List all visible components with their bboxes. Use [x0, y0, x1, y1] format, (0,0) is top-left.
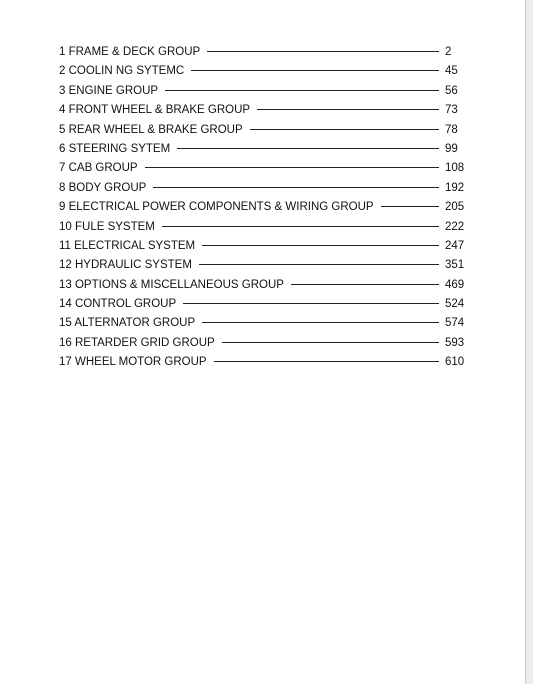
toc-entry-page: 2 [445, 46, 452, 58]
toc-entry[interactable] [59, 162, 469, 181]
toc-leader-line [199, 264, 439, 265]
toc-entry[interactable] [59, 46, 469, 65]
toc-entry[interactable] [59, 221, 469, 240]
toc-entry-page: 108 [445, 162, 465, 175]
toc-leader-line [291, 284, 439, 285]
toc-entry-page: 469 [445, 278, 465, 291]
toc-entry-title: 17 WHEEL MOTOR GROUP [59, 356, 207, 369]
toc-leader-line [214, 361, 439, 362]
toc-leader-line [177, 148, 439, 149]
toc-leader-line [207, 51, 439, 52]
toc-entry-title: 13 OPTIONS & MISCELLANEOUS GROUP [59, 278, 284, 291]
table-of-contents [59, 46, 469, 376]
toc-entry[interactable] [59, 317, 469, 336]
toc-entry[interactable] [59, 240, 469, 259]
toc-leader-line [202, 245, 439, 246]
toc-entry-page: 593 [445, 336, 465, 349]
toc-entry-title: 7 CAB GROUP [59, 162, 138, 175]
toc-entry-title: 5 REAR WHEEL & BRAKE GROUP [59, 123, 243, 136]
toc-entry[interactable] [59, 143, 469, 162]
toc-entry-page: 610 [445, 356, 465, 369]
toc-entry-title: 12 HYDRAULIC SYSTEM [59, 259, 192, 272]
toc-leader-line [162, 226, 439, 227]
toc-leader-line [222, 342, 439, 343]
toc-leader-line [165, 90, 439, 91]
toc-entry-page: 574 [445, 317, 465, 330]
toc-entry-title: 6 STEERING SYTEM [59, 142, 171, 155]
toc-entry[interactable] [59, 259, 469, 278]
toc-entry-page: 222 [445, 220, 465, 233]
toc-entry-title: 3 ENGINE GROUP [59, 84, 159, 97]
toc-entry-title: 14 CONTROL GROUP [59, 298, 177, 311]
toc-leader-line [145, 167, 439, 168]
toc-entry-page: 247 [445, 239, 465, 252]
toc-leader-line [250, 129, 439, 130]
toc-entry-page: 78 [445, 123, 458, 136]
toc-entry-title: 9 ELECTRICAL POWER COMPONENTS & WIRING GROUP [59, 201, 374, 214]
toc-entry-page: 45 [445, 65, 458, 78]
toc-entry-title: 11 ELECTRICAL SYSTEM [59, 239, 196, 252]
toc-entry-page: 351 [445, 259, 465, 272]
toc-leader-line [202, 322, 439, 323]
toc-entry-title: 16 RETARDER GRID GROUP [59, 336, 215, 349]
toc-entry[interactable] [59, 104, 469, 123]
toc-entry-page: 524 [445, 298, 465, 311]
toc-entry[interactable] [59, 298, 469, 317]
toc-entry-title: 2 COOLIN NG SYTEMC [59, 65, 185, 78]
toc-entry[interactable] [59, 201, 469, 220]
toc-entry[interactable] [59, 337, 469, 356]
toc-entry-page: 73 [445, 104, 458, 117]
toc-entry-page: 192 [445, 181, 465, 194]
toc-leader-line [257, 109, 439, 110]
toc-entry-title: 10 FULE SYSTEM [59, 220, 155, 233]
toc-entry-title: 8 BODY GROUP [59, 181, 147, 194]
toc-leader-line [381, 206, 439, 207]
toc-entry[interactable] [59, 85, 469, 104]
toc-leader-line [153, 187, 439, 188]
toc-entry-page: 205 [445, 201, 465, 214]
toc-leader-line [183, 303, 439, 304]
toc-entry-title: 15 ALTERNATOR GROUP [59, 317, 196, 330]
toc-entry[interactable] [59, 182, 469, 201]
toc-entry[interactable] [59, 65, 469, 84]
toc-entry[interactable] [59, 356, 469, 375]
toc-entry-title: 1 FRAME & DECK GROUP [59, 46, 201, 58]
toc-entry-page: 99 [445, 142, 458, 155]
toc-entry[interactable] [59, 124, 469, 143]
toc-leader-line [191, 70, 439, 71]
toc-entry[interactable] [59, 279, 469, 298]
toc-entry-title: 4 FRONT WHEEL & BRAKE GROUP [59, 104, 251, 117]
toc-entry-page: 56 [445, 84, 458, 97]
